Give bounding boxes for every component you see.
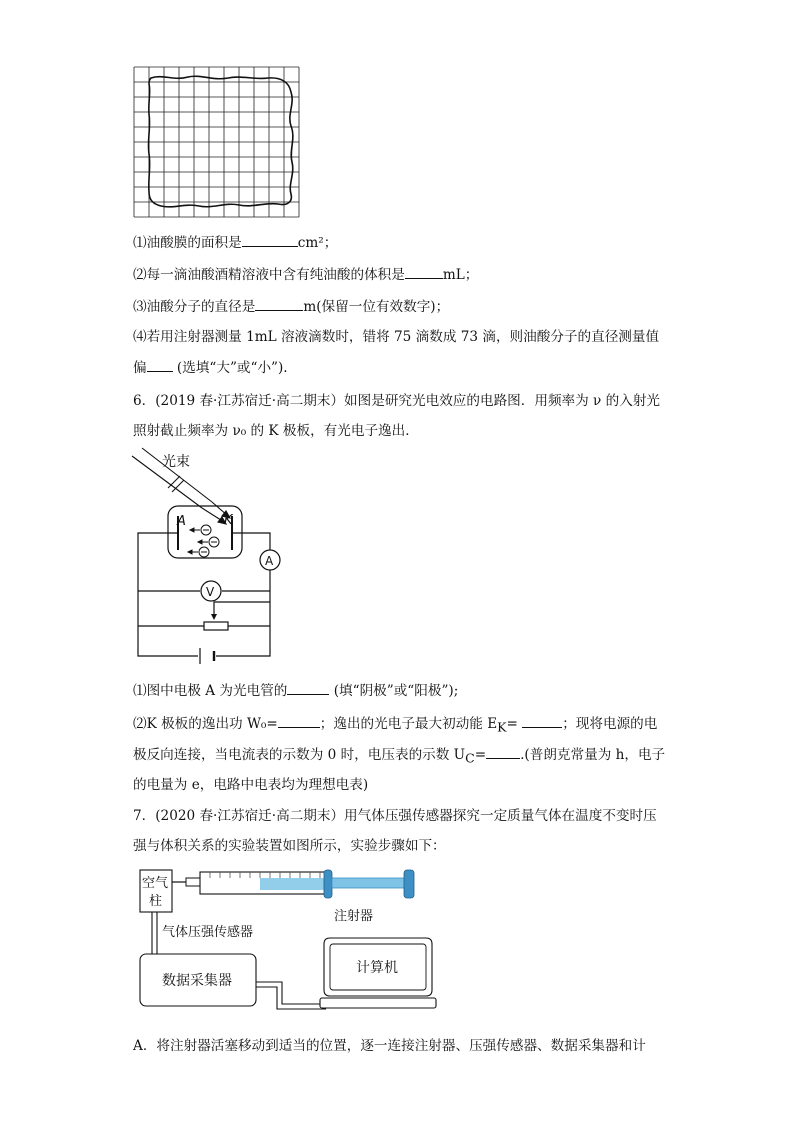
q5-answer-blank-1[interactable] — [242, 232, 298, 247]
rheostat — [204, 622, 228, 630]
q6-answer-blank-1[interactable] — [287, 680, 329, 695]
grid-lines — [134, 67, 299, 217]
q6-answer-blank-2[interactable] — [278, 713, 320, 728]
syringe-plunger-end — [404, 870, 414, 898]
syringe-plunger-rod — [332, 878, 406, 888]
syringe-label: 注射器 — [334, 909, 374, 924]
anode-label: A — [177, 514, 186, 529]
q7-stem-line2: 强与体积关系的实验装置如图所示，实验步骤如下： — [133, 838, 446, 854]
q7-step-a: A．将注射器活塞移动到适当的位置，逐一连接注射器、压强传感器、数据采集器和计 — [133, 1038, 646, 1054]
q6-stem-line2: 照射截止频率为 ν₀ 的 K 极板，有光电子逸出． — [133, 423, 419, 439]
q6-answer-blank-4[interactable] — [486, 744, 520, 759]
electrons — [188, 525, 219, 557]
air-column-label-2: 柱 — [149, 894, 163, 909]
computer-base — [320, 998, 436, 1008]
computer-label: 计算机 — [356, 960, 398, 976]
q7-stem-line1: 7．(2020 春·江苏宿迁·高二期末）用气体压强传感器探究一定质量气体在温度不变时压 — [133, 808, 657, 824]
voltmeter-label: V — [206, 585, 215, 599]
ammeter-label: A — [265, 554, 274, 568]
cathode-label: K — [224, 513, 233, 528]
q6-part2-line1: ⑵K 极板的逸出功 W₀= ；逸出的光电子最大初动能 $E_K=$ ；现将电源的电 — [133, 713, 657, 738]
q5-part4-line2: 偏 (选填“大”或“小”). — [133, 357, 288, 378]
photoelectric-circuit-figure — [128, 446, 298, 670]
air-column-label-1: 空气 — [142, 876, 169, 891]
q5-part1: ⑴油酸膜的面积是 cm²； — [133, 232, 337, 253]
q5-answer-blank-4[interactable] — [147, 357, 173, 372]
q5-answer-blank-3[interactable] — [255, 296, 303, 311]
q6-stem-line1: 6．(2019 春·江苏宿迁·高二期末）如图是研究光电效应的电路图．用频率为 ν 的入射光 — [133, 393, 661, 409]
rheostat-slider-arrow — [211, 614, 217, 620]
q5-part4-line1: ⑷若用注射器测量 1mL 溶液滴数时，错将 75 滴数成 73 滴，则油酸分子的直径测量值 — [133, 329, 660, 345]
syringe-plunger-head — [324, 870, 332, 898]
q5-part2: ⑵每一滴油酸酒精溶液中含有纯油酸的体积是 mL； — [133, 264, 478, 285]
q5-answer-blank-2[interactable] — [405, 264, 443, 279]
q6-answer-blank-3[interactable] — [522, 713, 562, 728]
q6-part2-line3: 的电量为 e，电路中电表均为理想电表) — [133, 777, 369, 793]
q5-part3: ⑶油酸分子的直径是 m(保留一位有效数字)； — [133, 296, 449, 317]
gas-pressure-apparatus-figure — [136, 866, 446, 1014]
data-collector-label: 数据采集器 — [162, 973, 232, 989]
pressure-sensor-label: 气体压强传感器 — [162, 925, 254, 940]
q6-part2-line2: 极反向连接，当电流表的示数为 0 时，电压表的示数 $U_C=$ .(普朗克常量为 h，电子 — [133, 744, 665, 769]
light-beam-label: 光束 — [162, 454, 190, 470]
oil-film-grid-figure — [133, 66, 305, 218]
q6-part1: ⑴图中电极 A 为光电管的 (填“阴极”或“阳极”); — [133, 680, 458, 701]
